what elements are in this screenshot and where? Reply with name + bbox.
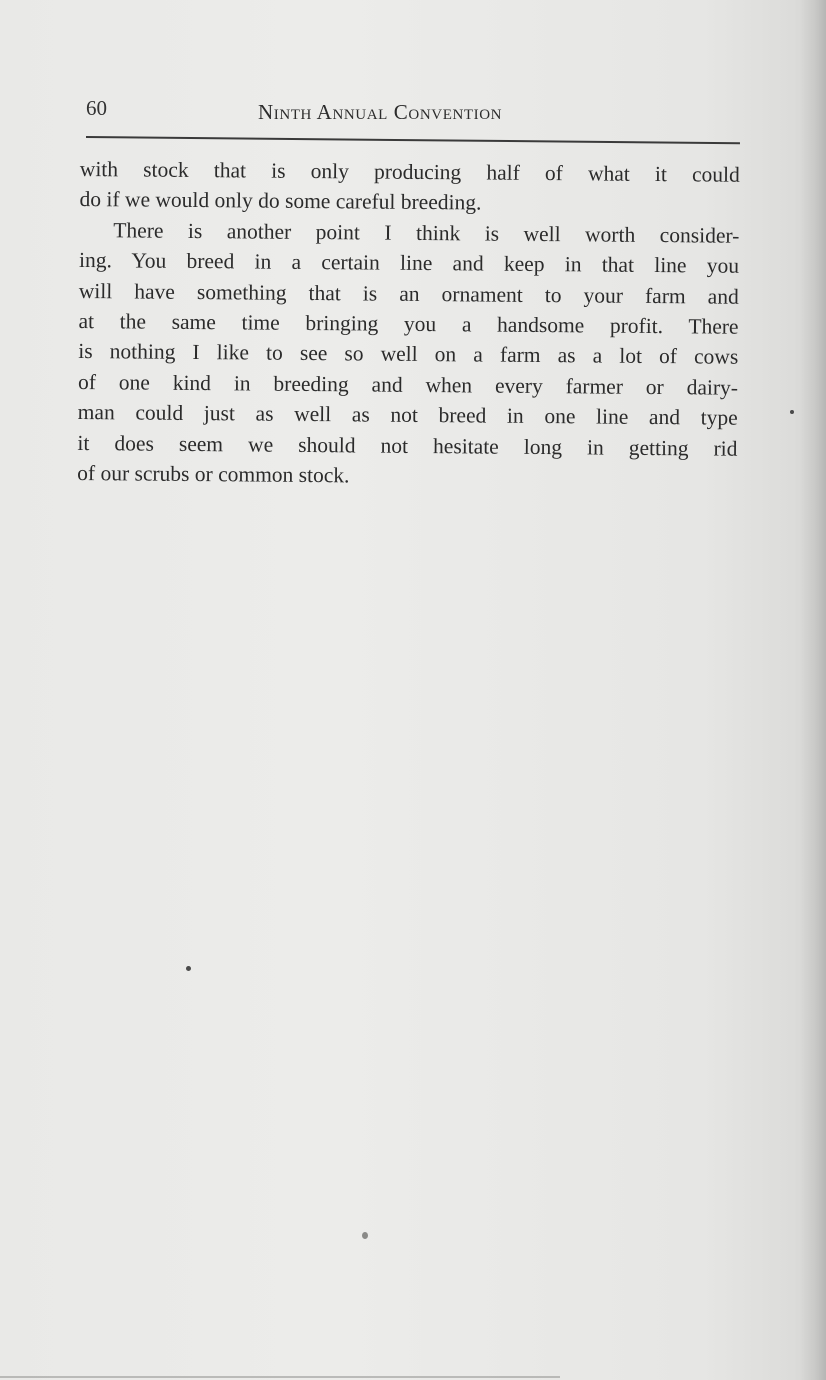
header-rule: [86, 136, 740, 144]
text-line: is nothing I like to see so well on a farm as a lot of cows: [78, 339, 739, 370]
text-line: man could just as well as not breed in one line and type: [77, 400, 738, 430]
text-line: at the same time bringing you a handsome profit. There: [78, 309, 739, 339]
text-line: of our scrubs or common stock.: [77, 461, 350, 488]
body-text: [77, 154, 740, 494]
ink-speck: [790, 410, 794, 414]
ink-speck: [186, 966, 191, 971]
text-line: ing. You breed in a certain line and keep in that line you: [78, 248, 740, 278]
text-line: of one kind in breeding and when every farmer or dairy-: [77, 369, 739, 400]
ink-speck: [362, 1232, 368, 1239]
page-edge-shadow: [800, 0, 826, 1380]
page-number: 60: [86, 96, 107, 120]
text-line: it does seem we should not hesitate long in getting rid: [77, 430, 738, 461]
running-title: Ninth Annual Convention: [258, 100, 503, 124]
text-line: will have something that is an ornament to your farm and: [78, 278, 739, 309]
text-line: do if we would only do some careful breeding.: [79, 187, 482, 215]
page-bottom-edge: [0, 1376, 560, 1378]
text-line: There is another point I think is well worth consider-: [113, 218, 740, 248]
text-line: with stock that is only producing half of what it could: [79, 156, 740, 187]
